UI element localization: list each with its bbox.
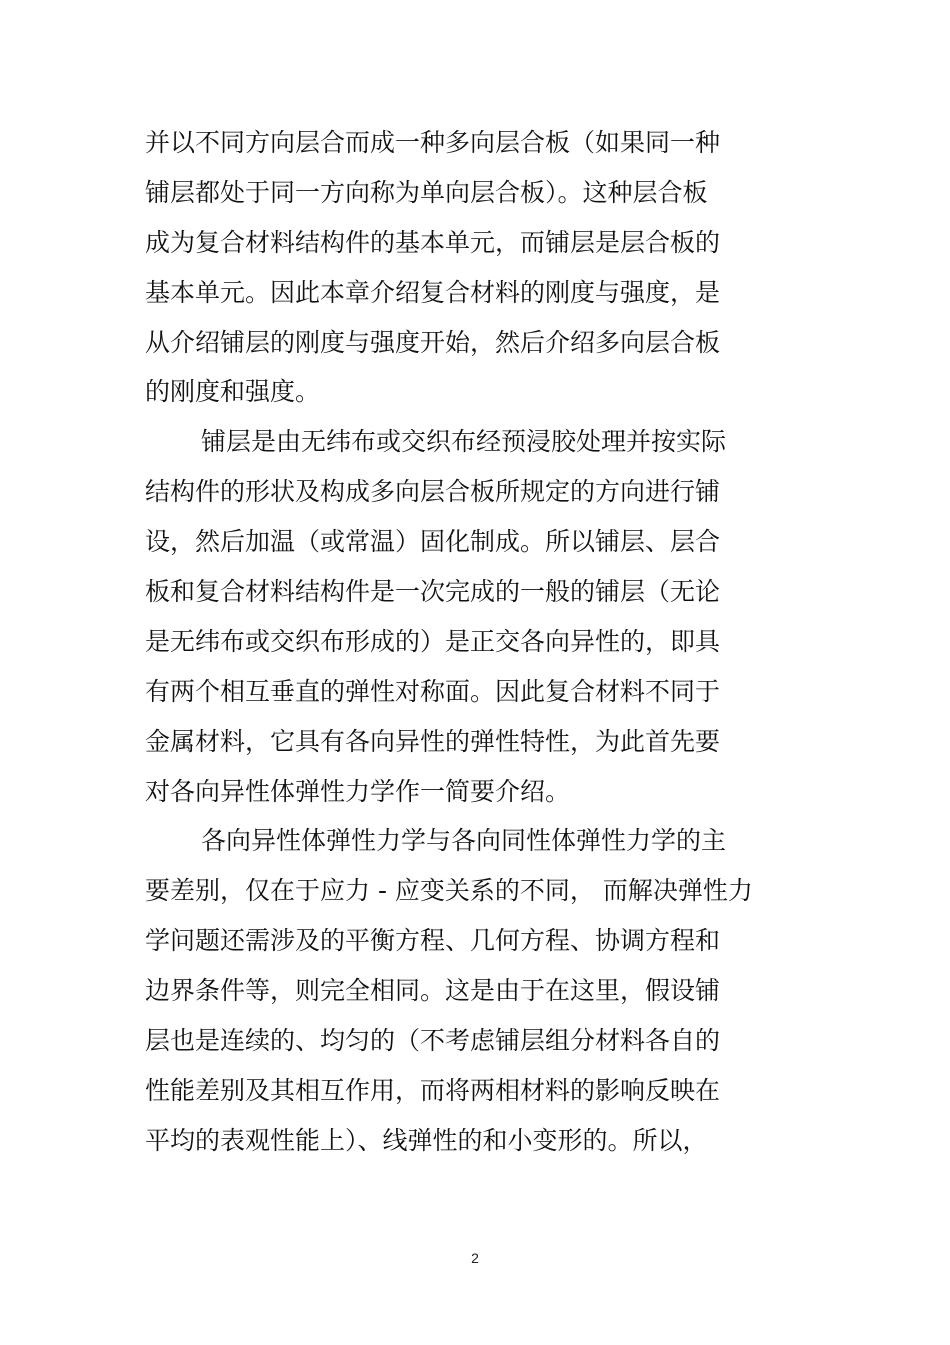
body-text — [145, 118, 825, 1166]
text-line: 是无纬布或交织布形成的）是正交各向异性的，即具 — [145, 626, 721, 656]
text-line: 板和复合材料结构件是一次完成的一般的铺层（无论 — [145, 577, 721, 607]
text-line: 层也是连续的、均匀的（不考虑铺层组分材料各自的 — [145, 1026, 721, 1056]
paragraph-start-line: 各向异性体弹性力学与各向同性体弹性力学的主 — [201, 826, 727, 856]
text-line: 金属材料，它具有各向异性的弹性特性，为此首先要 — [145, 726, 721, 756]
text-line: 成为复合材料结构件的基本单元，而铺层是层合板的 — [145, 227, 721, 257]
text-line: 边界条件等，则完全相同。这是由于在这里，假设铺 — [145, 976, 721, 1006]
text-line: 要差别，仅在于应力 - 应变关系的不同， 而解决弹性力 — [145, 876, 753, 906]
text-line: 平均的表观性能上）、线弹性的和小变形的。所以， — [145, 1125, 708, 1155]
text-line: 对各向异性体弹性力学作一简要介绍。 — [145, 776, 571, 806]
text-line: 基本单元。因此本章介绍复合材料的刚度与强度，是 — [145, 277, 721, 307]
text-line: 从介绍铺层的刚度与强度开始，然后介绍多向层合板 — [145, 327, 721, 357]
text-line: 学问题还需涉及的平衡方程、几何方程、协调方程和 — [145, 926, 721, 956]
text-line: 性能差别及其相互作用，而将两相材料的影响反映在 — [145, 1075, 721, 1105]
text-line: 设，然后加温（或常温）固化制成。所以铺层、层合 — [145, 527, 721, 557]
paragraph-start-line: 铺层是由无纬布或交织布经预浸胶处理并按实际 — [201, 427, 727, 457]
page-number: 2 — [471, 1250, 479, 1266]
text-line: 并以不同方向层合而成一种多向层合板（如果同一种 — [145, 128, 721, 157]
text-line: 铺层都处于同一方向称为单向层合板）。这种层合板 — [145, 177, 708, 207]
text-line: 的刚度和强度。 — [145, 377, 321, 407]
text-line: 结构件的形状及构成多向层合板所规定的方向进行铺 — [145, 477, 721, 507]
text-line: 有两个相互垂直的弹性对称面。因此复合材料不同于 — [145, 676, 721, 706]
